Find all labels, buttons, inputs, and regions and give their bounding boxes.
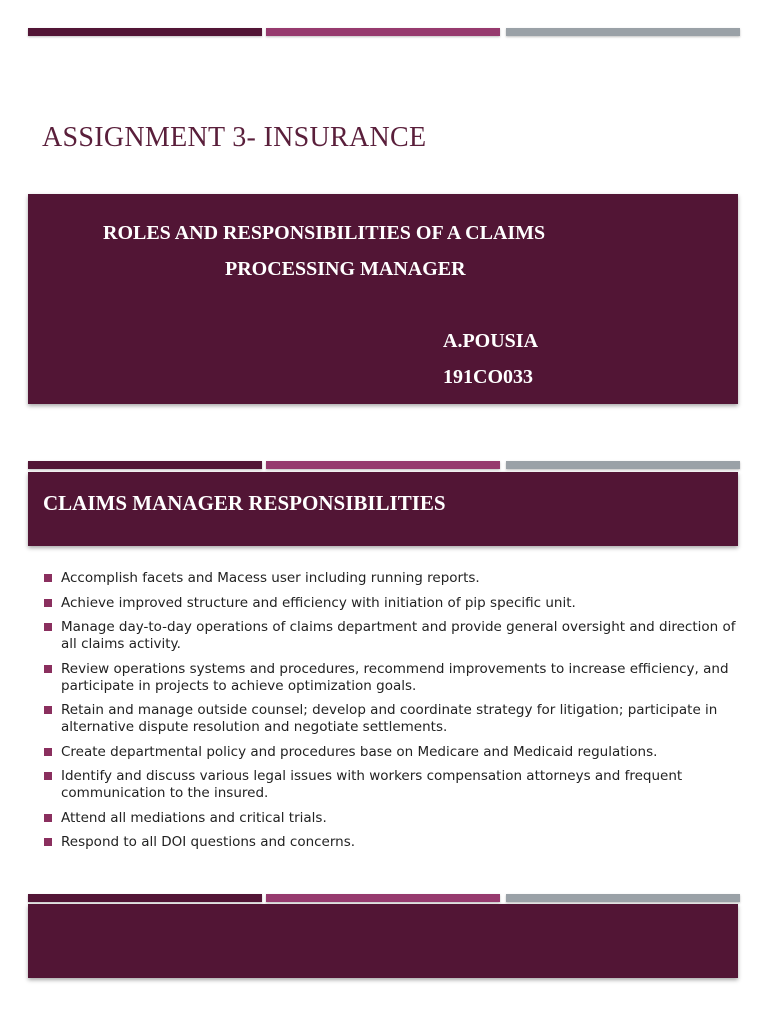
square-bullet-icon — [44, 623, 52, 631]
author-name: A.POUSIA — [443, 330, 539, 352]
slide1-accent-stripes — [28, 28, 740, 36]
responsibility-item — [44, 619, 752, 653]
responsibility-item — [44, 834, 752, 851]
accent-stripe-grey — [506, 461, 740, 469]
slide3-accent-stripes — [28, 894, 740, 902]
responsibility-item — [44, 810, 752, 827]
accent-stripe-dark — [28, 894, 262, 902]
responsibility-text: Respond to all DOI questions and concerns. — [61, 834, 356, 850]
responsibility-text: Create departmental policy and procedures base on Medicare and Medicaid regulations. — [61, 743, 658, 760]
responsibility-item — [44, 768, 752, 802]
responsibility-item — [44, 702, 752, 736]
square-bullet-icon — [44, 772, 52, 780]
accent-stripe-dark — [28, 28, 262, 36]
square-bullet-icon — [44, 838, 52, 846]
responsibilities-list — [44, 570, 752, 859]
accent-stripe-grey — [506, 28, 740, 36]
accent-stripe-grey — [506, 894, 740, 902]
slide1-title: ASSIGNMENT 3- INSURANCE — [42, 122, 427, 153]
banner-heading-line2: PROCESSING MANAGER — [225, 258, 466, 280]
responsibility-item — [44, 570, 752, 587]
accent-stripe-dark — [28, 461, 262, 469]
responsibility-item — [44, 595, 752, 612]
roll-number: 191CO033 — [443, 366, 533, 388]
slide2-title: CLAIMS MANAGER RESPONSIBILITIES — [43, 491, 446, 515]
slide3-title-banner — [28, 904, 738, 978]
slide1-title-banner — [28, 194, 738, 404]
responsibility-text: Review operations systems and procedures, recommend improvements to increase efficiency, and participate in projects to achieve optimization goals. — [61, 660, 729, 694]
slide2-accent-stripes — [28, 461, 740, 469]
accent-stripe-magenta — [266, 461, 500, 469]
responsibility-item — [44, 661, 752, 695]
square-bullet-icon — [44, 748, 52, 756]
responsibility-text: Accomplish facets and Macess user including running reports. — [61, 570, 480, 586]
responsibility-text: Retain and manage outside counsel; develop and coordinate strategy for litigation; participate in alternative dispute resolution and negotiate settlements. — [61, 702, 718, 735]
square-bullet-icon — [44, 665, 52, 673]
square-bullet-icon — [44, 599, 52, 607]
square-bullet-icon — [44, 814, 52, 822]
responsibility-text: Manage day-to-day operations of claims department and provide general oversight and direction of all claims activity. — [61, 619, 736, 652]
responsibility-item — [44, 744, 752, 761]
accent-stripe-magenta — [266, 28, 500, 36]
slide2-title-banner — [28, 472, 738, 546]
responsibility-text: Achieve improved structure and efficiency with initiation of pip specific unit. — [61, 594, 576, 611]
banner-heading-line1: ROLES AND RESPONSIBILITIES OF A CLAIMS — [103, 222, 546, 244]
responsibility-text: Identify and discuss various legal issues with workers compensation attorneys and frequent communication to the insured. — [61, 768, 683, 801]
square-bullet-icon — [44, 574, 52, 582]
accent-stripe-magenta — [266, 894, 500, 902]
responsibility-text: Attend all mediations and critical trials. — [61, 809, 327, 826]
square-bullet-icon — [44, 706, 52, 714]
